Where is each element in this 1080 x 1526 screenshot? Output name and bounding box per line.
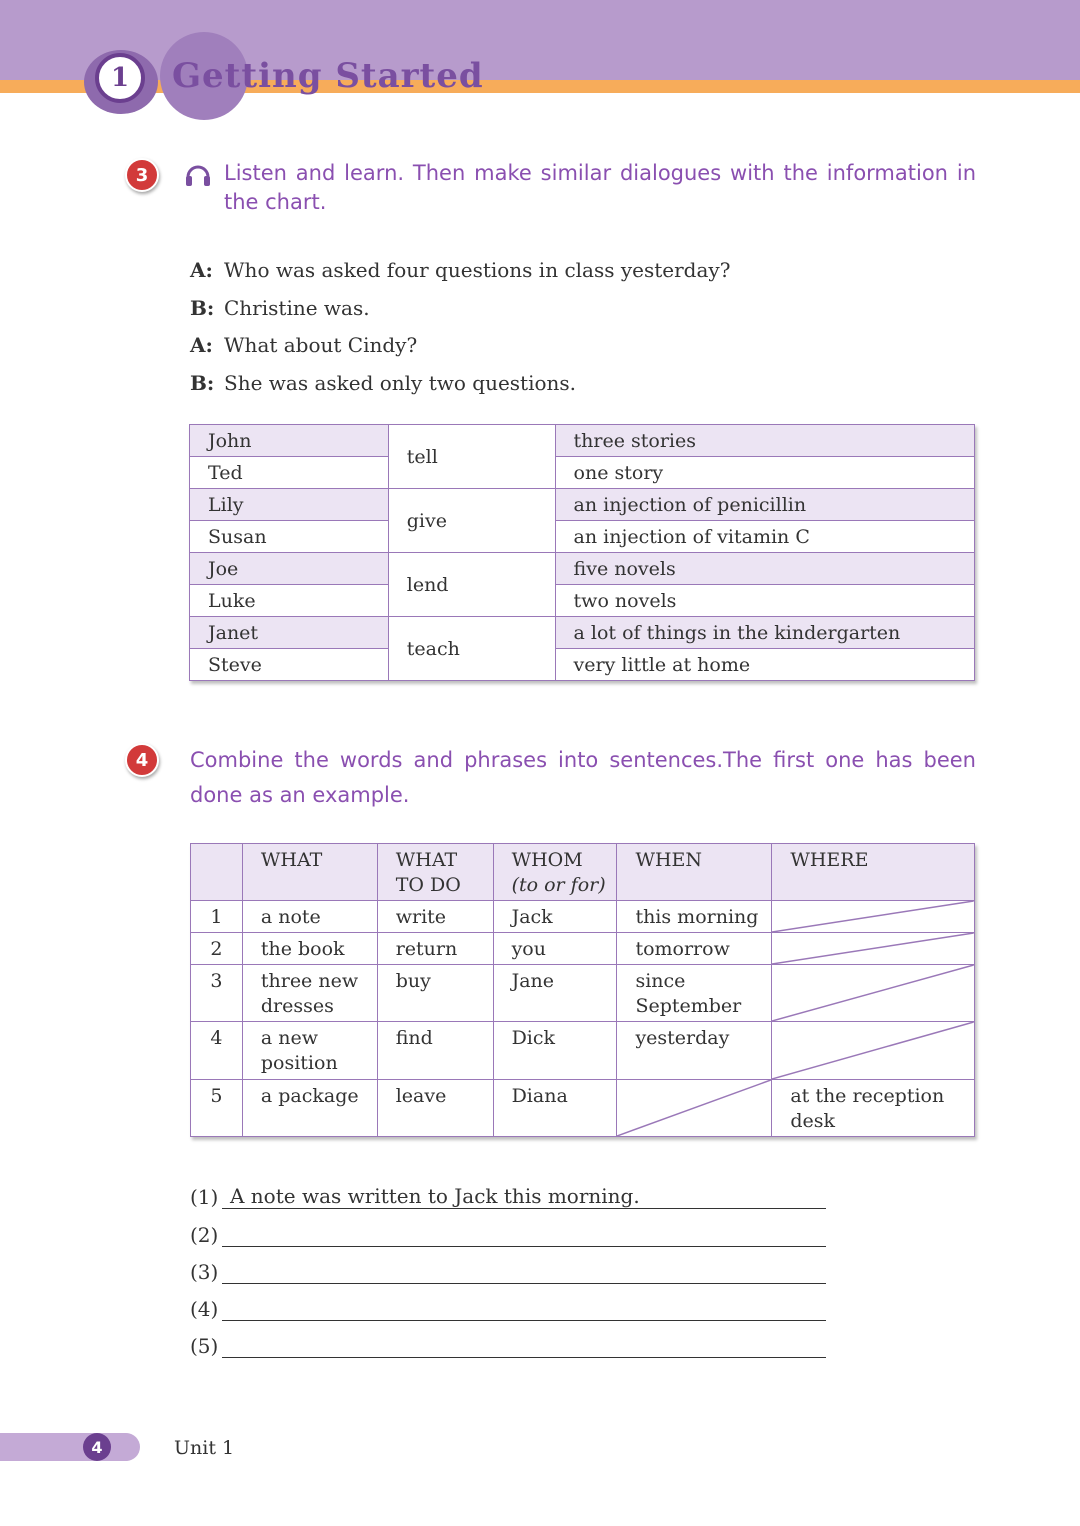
answer-field[interactable]	[222, 1295, 826, 1321]
answer-lines	[190, 1172, 826, 1358]
name-cell: Luke	[190, 585, 389, 617]
when-cell: since September	[617, 965, 772, 1022]
where-cell-empty	[772, 901, 975, 933]
answer-label: (1)	[190, 1185, 219, 1210]
what-cell: a new position	[242, 1022, 377, 1080]
table-header-row	[191, 844, 975, 901]
todo-cell: return	[377, 933, 493, 965]
item-cell: two novels	[555, 585, 974, 617]
answer-field[interactable]	[222, 1258, 826, 1284]
exercise-4-instruction: Combine the words and phrases into sentences.The first one has been done as an example.	[190, 748, 976, 807]
verb-cell: give	[388, 489, 555, 553]
diagonal-line	[772, 965, 974, 1021]
answer-label: (5)	[190, 1334, 219, 1359]
when-cell: tomorrow	[617, 933, 772, 965]
dialogue-line	[190, 333, 730, 371]
header-where: WHERE	[772, 844, 975, 901]
answer-line	[190, 1321, 826, 1358]
speaker: A:	[190, 258, 213, 282]
when-cell-empty	[617, 1080, 772, 1137]
table-row	[190, 585, 975, 617]
footer-band	[0, 1433, 140, 1461]
answer-line	[190, 1247, 826, 1284]
unit-number: 1	[95, 53, 145, 103]
verb-cell: lend	[388, 553, 555, 617]
item-cell: an injection of vitamin C	[555, 521, 974, 553]
speaker: B:	[190, 370, 215, 395]
todo-cell: buy	[377, 965, 493, 1022]
answer-line	[190, 1209, 826, 1246]
table-row	[190, 617, 975, 649]
item-cell: very little at home	[555, 649, 974, 681]
what-cell: three new dresses	[242, 965, 377, 1022]
todo-cell: find	[377, 1022, 493, 1080]
header-what-to-do	[377, 844, 493, 901]
table-row	[190, 457, 975, 489]
table-row	[190, 489, 975, 521]
header-when: WHEN	[617, 844, 772, 901]
todo-cell: leave	[377, 1080, 493, 1137]
answer-field[interactable]: A note was written to Jack this morning.	[222, 1183, 826, 1209]
row-number: 5	[191, 1080, 243, 1137]
table-row	[191, 1022, 975, 1080]
what-cell: a note	[242, 901, 377, 933]
where-cell: at the reception desk	[772, 1080, 975, 1137]
dialogue	[190, 258, 730, 408]
table-row	[191, 901, 975, 933]
exercise-3-number: 3	[125, 158, 159, 192]
whom-cell: Dick	[493, 1022, 617, 1080]
row-number: 1	[191, 901, 243, 933]
answer-label: (4)	[190, 1297, 219, 1322]
answer-label: (3)	[190, 1259, 219, 1284]
name-cell: Ted	[190, 457, 389, 489]
row-number: 2	[191, 933, 243, 965]
answer-field[interactable]	[222, 1332, 826, 1358]
dialogue-text: What about Cindy?	[224, 333, 418, 357]
when-cell: this morning	[617, 901, 772, 933]
dialogue-text: Who was asked four questions in class yesterday?	[224, 258, 731, 282]
item-cell: five novels	[555, 553, 974, 585]
table-row	[190, 553, 975, 585]
todo-cell: write	[377, 901, 493, 933]
diagonal-line	[772, 933, 974, 964]
when-cell: yesterday	[617, 1022, 772, 1080]
table-row	[191, 933, 975, 965]
name-cell: Susan	[190, 521, 389, 553]
table-row	[191, 965, 975, 1022]
diagonal-line	[617, 1080, 771, 1136]
header-note: (to or for)	[511, 874, 606, 896]
header-what: WHAT	[242, 844, 377, 901]
what-cell: a package	[242, 1080, 377, 1137]
where-cell-empty	[772, 933, 975, 965]
header-line: WHAT	[395, 849, 458, 871]
footer-unit-label: Unit 1	[174, 1437, 235, 1459]
dialogue-text: She was asked only two questions.	[224, 370, 577, 395]
what-cell: the book	[242, 933, 377, 965]
item-cell: a lot of things in the kindergarten	[555, 617, 974, 649]
whom-cell: Jack	[493, 901, 617, 933]
exercise-4-number: 4	[125, 743, 159, 777]
dialogue-line	[190, 371, 730, 409]
table-row	[191, 1080, 975, 1137]
header-whom	[493, 844, 617, 901]
whom-cell: Jane	[493, 965, 617, 1022]
where-cell-empty	[772, 1022, 975, 1080]
row-number: 3	[191, 965, 243, 1022]
speaker: A:	[190, 333, 213, 357]
answer-line	[190, 1172, 826, 1209]
header-line: WHOM	[511, 849, 583, 871]
name-cell: Lily	[190, 489, 389, 521]
item-cell: one story	[555, 457, 974, 489]
where-cell-empty	[772, 965, 975, 1022]
dialogue-line	[190, 296, 730, 334]
whom-cell: you	[493, 933, 617, 965]
table-row	[190, 649, 975, 681]
table-row	[190, 425, 975, 457]
item-cell: an injection of penicillin	[555, 489, 974, 521]
headphones-icon[interactable]	[183, 160, 213, 190]
exercise-3-instruction: Listen and learn. Then make similar dialogues with the information in the chart.	[224, 161, 976, 214]
name-cell: Steve	[190, 649, 389, 681]
answer-field[interactable]	[222, 1221, 826, 1247]
dialogue-line	[190, 258, 730, 296]
verb-cell: tell	[388, 425, 555, 489]
page-title: Getting Started	[172, 56, 484, 96]
name-cell: Janet	[190, 617, 389, 649]
header-line: TO DO	[395, 874, 461, 896]
answer-line	[190, 1284, 826, 1321]
dialogue-text: Christine was.	[224, 295, 370, 320]
header-cell-num	[191, 844, 243, 901]
speaker: B:	[190, 295, 215, 320]
name-cell: Joe	[190, 553, 389, 585]
combine-table	[190, 843, 975, 1137]
answer-label: (2)	[190, 1222, 219, 1247]
whom-cell: Diana	[493, 1080, 617, 1137]
diagonal-line	[772, 1022, 974, 1079]
page-number: 4	[83, 1433, 111, 1461]
information-chart	[189, 424, 975, 681]
item-cell: three stories	[555, 425, 974, 457]
name-cell: John	[190, 425, 389, 457]
table-row	[190, 521, 975, 553]
verb-cell: teach	[388, 617, 555, 681]
row-number: 4	[191, 1022, 243, 1080]
diagonal-line	[772, 901, 974, 932]
